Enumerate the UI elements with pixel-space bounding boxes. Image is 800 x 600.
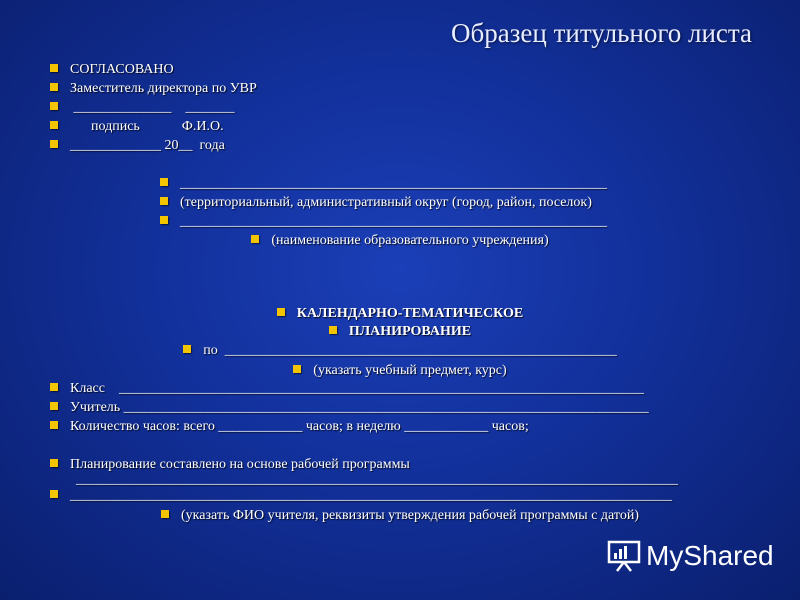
list-item bbox=[0, 232, 800, 250]
bullet-icon bbox=[50, 383, 58, 391]
list-item bbox=[50, 418, 529, 436]
list-item bbox=[50, 137, 225, 155]
bullet-icon bbox=[329, 326, 337, 334]
list-item bbox=[160, 194, 592, 212]
bullet-icon bbox=[50, 490, 58, 498]
list-item bbox=[0, 362, 800, 380]
bullet-icon bbox=[161, 510, 169, 518]
list-item bbox=[50, 380, 644, 398]
list-item bbox=[0, 342, 800, 360]
list-item bbox=[0, 305, 800, 323]
logo-text: MyShared bbox=[646, 540, 774, 571]
list-item bbox=[50, 118, 224, 136]
approval-agreed: СОГЛАСОВАНО bbox=[70, 62, 174, 77]
list-item bbox=[0, 507, 800, 525]
bullet-icon bbox=[50, 102, 58, 110]
school-line: _____________________________________________________________ bbox=[180, 214, 607, 229]
bullet-icon bbox=[50, 83, 58, 91]
bullet-icon bbox=[251, 235, 259, 243]
bullet-icon bbox=[160, 197, 168, 205]
list-item bbox=[0, 323, 800, 341]
bullet-icon bbox=[50, 459, 58, 467]
teacher-line: Учитель ___________________________________________________________________________ bbox=[70, 400, 649, 415]
page-title: Образец титульного листа bbox=[451, 18, 752, 48]
bullet-icon bbox=[50, 64, 58, 72]
bullet-icon bbox=[50, 402, 58, 410]
subject-line: по ________________________________________________________ bbox=[203, 343, 617, 358]
bullet-icon bbox=[277, 308, 285, 316]
territory-caption: (территориальный, административный округ (город, район, поселок) bbox=[180, 195, 592, 210]
list-item bbox=[50, 99, 235, 117]
school-caption: (наименование образовательного учреждения) bbox=[271, 233, 549, 248]
list-item bbox=[160, 175, 607, 193]
myshared-logo bbox=[606, 538, 774, 574]
bullet-icon bbox=[160, 216, 168, 224]
class-line: Класс ___________________________________________________________________________ bbox=[70, 381, 644, 396]
plan-title-2: ПЛАНИРОВАНИЕ bbox=[348, 324, 472, 339]
program-caption: (указать ФИО учителя, реквизиты утверждения рабочей программы с датой) bbox=[181, 508, 639, 523]
bullet-icon bbox=[160, 178, 168, 186]
approval-sign-line: ______________ _______ bbox=[70, 100, 235, 115]
territory-line: _____________________________________________________________ bbox=[180, 176, 607, 191]
approval-date-line: _____________ 20__ года bbox=[70, 138, 225, 153]
approval-deputy: Заместитель директора по УВР bbox=[70, 81, 257, 96]
list-item bbox=[160, 213, 607, 231]
program-line-1: Планирование составлено на основе рабочей программы bbox=[70, 457, 410, 472]
bullet-icon bbox=[50, 140, 58, 148]
program-underline-2: ______________________________________________________________________________________ bbox=[70, 488, 672, 503]
presentation-board-icon bbox=[606, 538, 642, 574]
list-item bbox=[50, 487, 672, 505]
program-underline: ______________________________________________________________________________________ bbox=[76, 472, 678, 487]
bullet-icon bbox=[293, 365, 301, 373]
plan-title-1: КАЛЕНДАРНО-ТЕМАТИЧЕСКОЕ bbox=[296, 306, 524, 321]
bullet-icon bbox=[183, 345, 191, 353]
list-item bbox=[50, 61, 174, 79]
list-item bbox=[50, 80, 257, 98]
hours-line: Количество часов: всего ____________ часов; в неделю ____________ часов; bbox=[70, 419, 529, 434]
list-item bbox=[50, 399, 649, 417]
approval-sign-labels: подпись Ф.И.О. bbox=[70, 119, 224, 134]
bullet-icon bbox=[50, 421, 58, 429]
bullet-icon bbox=[50, 121, 58, 129]
subject-caption: (указать учебный предмет, курс) bbox=[313, 363, 507, 378]
